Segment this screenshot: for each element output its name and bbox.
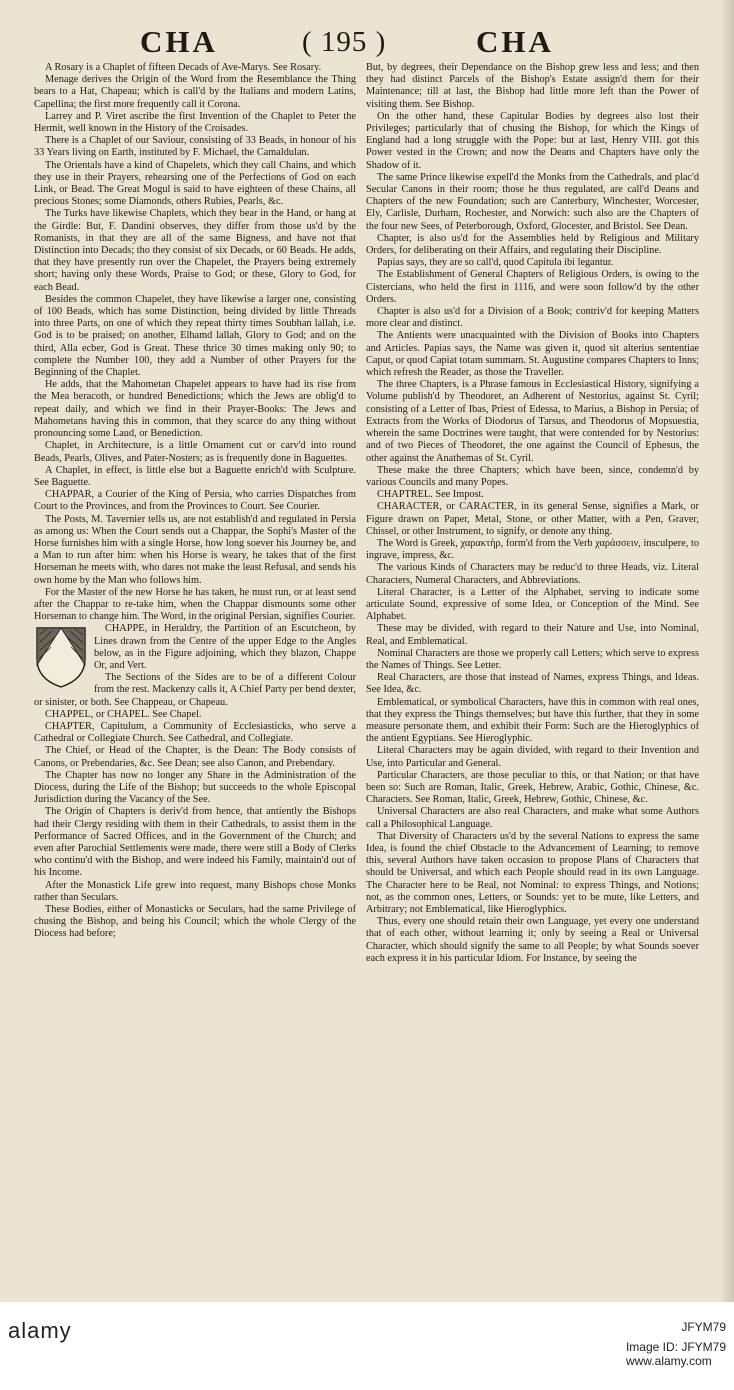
paragraph: Universal Characters are also real Characters, and make what some Authors call a Philosophical Language. bbox=[366, 806, 699, 830]
image-id: JFYM79 bbox=[681, 1320, 726, 1334]
paragraph: The Chapter has now no longer any Share in the Administration of the Diocess, during the Life of the Bishop; but succeeds to the whole Episcopal Jurisdiction during the Vacancy of the See. bbox=[34, 769, 356, 806]
paragraph: The Origin of Chapters is deriv'd from hence, that antiently the Bishops had their Clergy residing with them in their Cathedrals, to assist them in the Performance of Sacred Offices, and in the Government of the Church; and even after Parochial Settlements were made, there were still a Body of Clerks who continu'd with the Bishop, and were indeed his Family, maintain'd out of his Income. bbox=[34, 806, 356, 879]
paragraph: That Diversity of Characters us'd by the several Nations to express the same Idea, is found the chief Obstacle to the Advancement of Learning; to remove this, several Authors have taken occasion to propose Plans of Characters that should be Universal, and which each People should read in its own Language. The Character here to be Real, not Nominal: to express Things, and Notions; not, as the common ones, Letters, or Sounds: yet to be mute, like Letters, and Arbitrary; not Emblematical, like Hieroglyphics. bbox=[366, 830, 699, 916]
paragraph: The Sections of the Sides are to be of a different Colour from the rest. Mackenzy calls it, A Chief Party per bend dexter, or sinister, or both. See Chappeau, or Chapeau. bbox=[34, 672, 356, 708]
paragraph: The same Prince likewise expell'd the Monks from the Cathedrals, and plac'd Secular Canons in their room; those he thus regulated, are call'd Deans and Chapters of the new Foundation; such are Canterbury, Winchester, Worcester, Ely, Carlisle, Durham, Rochester, and Norwich: such also are the Chapters of the four new Sees, of Peterborough, Oxford, Glocester, and Bristol. See Dean. bbox=[366, 171, 699, 232]
page-number: ( 195 ) bbox=[302, 26, 387, 58]
paragraph: The various Kinds of Characters may be reduc'd to three Heads, viz. Literal Characters, Numeral Characters, and Abbreviations. bbox=[366, 562, 699, 586]
paragraph: Besides the common Chapelet, they have likewise a larger one, consisting of 100 Beads, which has some Distinction, being divided by little Threads into three Parts, on one of which they repeat thirty times Soubhan lallah, i.e. God is to be praised; on another, Elhamd lallah, Glory to God; and on the third, Alla ecber, God is Great. These thrice 30 times making only 90; to complete the Number 100, they add a Number of other Prayers for the Beginning of the Chaplet. bbox=[34, 293, 356, 379]
paragraph: For the Master of the new Horse he has taken, he must run, or at least send after the Chappar to re-take him, when the Chappar dismounts some other Horseman to change him. The Word, in the original Persian, signifies Courier. bbox=[34, 586, 356, 623]
paragraph: Real Characters, are those that instead of Names, express Things, and Ideas. See Idea, &c. bbox=[366, 672, 699, 696]
paragraph: CHAPPEL, or CHAPEL. See Chapel. bbox=[45, 708, 202, 720]
paragraph: Chaplet, in Architecture, is a little Ornament cut or carv'd into round Beads, Pearls, Olives, and Pater-Nosters; as is frequently done in Baguettes. bbox=[34, 440, 356, 464]
watermark-strip bbox=[0, 1302, 734, 1390]
paragraph: Chapter is also us'd for a Division of a Book; contriv'd for keeping Matters more clear and distinct. bbox=[366, 306, 699, 330]
paragraph: The three Chapters, is a Phrase famous in Ecclesiastical History, signifying a Volume publish'd by Theodoret, an Adherent of Nestorius, against St. Cyril; consisting of a Letter of Ibas, Priest of Edessa, to Marius, a Bishop in Persia; of Extracts from the Works of Diodorus of Tarsus, and Theodorus of Mopsuestia, wherein the same Doctrines were taught, that were contended for by Nestorius: and of two Pieces of Theodoret, the one against the Council of Ephesus, the other against the Anathemas of St. Cyril. bbox=[366, 379, 699, 464]
page-edge-shadow bbox=[720, 0, 734, 1302]
paragraph: The Antients were unacquainted with the Division of Books into Chapters and Articles. Papias says, the Name was given it, quod sit alterius sententiae Caput, or quod Capiat totam summam. St. Augustine compares Chapters to Inns; which refresh the Reader, as those the Traveller. bbox=[366, 330, 699, 379]
paragraph: The Establishment of General Chapters of Religious Orders, is owing to the Cistercians, who held the first in 1116, and were soon follow'd by the other Orders. bbox=[366, 269, 699, 305]
paragraph: Menage derives the Origin of the Word from the Resemblance the Thing bears to a Hat, Chapeau; which is call'd by the Italians and modern Latins, Capellina; the first more frequently call it Corona. bbox=[34, 74, 356, 110]
paragraph: After the Monastick Life grew into request, many Bishops chose Monks rather than Seculars. bbox=[34, 879, 356, 903]
paragraph: Papias says, they are so call'd, quod Capitula ibi legantur. bbox=[377, 257, 614, 269]
paragraph: CHAPTER, Capitulum, a Community of Ecclesiasticks, who serve a Cathedral or Collegiate Church. See Cathedral, and Collegiate. bbox=[34, 720, 356, 745]
paragraph: Thus, every one should retain their own Language, yet every one understand that of each other, without learning it; only by seeing a Real or Universal Character, which should signify the same to all People; by what Sounds soever each express it in his particular Idiom. For Instance, by seeing the bbox=[366, 916, 699, 964]
paragraph: CHAPPE, in Heraldry, the Partition of an Escutcheon, by Lines drawn from the Centre of the upper Edge to the Angles below, as in the Figure adjoining, which they blazon, Chappe Or, and Vert. bbox=[94, 623, 356, 671]
paragraph: CHARACTER, or CARACTER, in its general Sense, signifies a Mark, or Figure drawn on Paper, Metal, Stone, or other Matter, with a Pen, Graver, Chissel, or other Instrument, to signify, or denote any thing. bbox=[366, 501, 699, 537]
paragraph: Chapter, is also us'd for the Assemblies held by Religious and Military Orders, for deliberating on their Affairs, and regulating their Discipline. bbox=[366, 232, 699, 257]
paragraph: Literal Character, is a Letter of the Alphabet, serving to indicate some articulate Sound, expressive of some Idea, or Conception of the Mind. See Alphabet. bbox=[366, 586, 699, 623]
paragraph: The Chief, or Head of the Chapter, is the Dean: The Body consists of Canons, or Prebendaries, &c. See Dean; see also Canon, and Prebendary. bbox=[34, 745, 356, 769]
paragraph: There is a Chaplet of our Saviour, consisting of 33 Beads, in honour of his 33 Years living on Earth, instituted by F. Michael, the Camaldulan. bbox=[34, 135, 356, 159]
right-column bbox=[366, 62, 699, 965]
paragraph: These Bodies, either of Monasticks or Seculars, had the same Privilege of chusing the Bishop, and being his Council; which the whole Clergy of the Diocess had before; bbox=[34, 904, 356, 940]
paragraph: CHAPPAR, a Courier of the King of Persia, who carries Dispatches from Court to the Provinces, and from the Provinces to Court. See Courier. bbox=[34, 489, 356, 513]
header-right-word: CHA bbox=[476, 24, 554, 59]
paragraph: A Chaplet, in effect, is little else but a Baguette enrich'd with Sculpture. See Baguette. bbox=[34, 464, 356, 488]
paragraph: The Turks have likewise Chaplets, which they bear in the Hand, or hang at the Girdle: But, F. Dandini observes, they differ from those us'd by the Romanists, in that they are all of the same Bigness, and have not that Distinction into Decads; tho they consist of six Decads, or 60 Beads. He adds, that they have presently run over the Chapelet, the Prayers being extremely short; having only these Words, Praise to God; or these, Glory to God, for each Bead. bbox=[34, 208, 356, 293]
left-column bbox=[34, 62, 356, 941]
paragraph: Nominal Characters are those we properly call Letters; which serve to express the Names of Things. See Letter. bbox=[366, 647, 699, 671]
paragraph: A Rosary is a Chaplet of fifteen Decads of Ave-Marys. See Rosary. bbox=[45, 62, 322, 73]
paragraph: Particular Characters, are those peculiar to this, or that Nation; or that have been so: Such are Roman, Italic, Greek, Hebrew, Arabic, Gothic, Chinese, &c. Characters. See Roman, Italic, Greek, Hebrew, Gothic, Chinese, &c. bbox=[366, 769, 699, 806]
heraldry-block bbox=[34, 623, 356, 708]
paragraph: The Orientals have a kind of Chapelets, which they call Chains, and which they use in their Prayers, rehearsing one of the Perfections of God on each Link, or Bead. The Great Mogul is said to have eighteen of these Chains, all precious Stones; some Diamonds, others Rubies, Pearls, &c. bbox=[34, 159, 356, 208]
paragraph: These may be divided, with regard to their Nature and Use, into Nominal, Real, and Emblematical. bbox=[366, 623, 699, 647]
paragraph: These make the three Chapters; which have been, since, condemn'd by various Councils and many Popes. bbox=[366, 464, 699, 488]
paragraph: Emblematical, or symbolical Characters, have this in common with real ones, that they express the Things themselves; but have this further, that they in some measure personate them, and exhibit their Form: Such are the Hieroglyphics of the antient Egyptians. See Hieroglyphic. bbox=[366, 696, 699, 745]
paragraph: But, by degrees, their Dependance on the Bishop grew less and less; and then they had distinct Parcels of the Bishop's Estate assign'd them for their Maintenance; till at last, the Bishop had little more left than the Power of visiting them. See Bishop. bbox=[366, 62, 699, 110]
escutcheon-chappe-icon bbox=[34, 625, 88, 689]
paragraph: On the other hand, these Capitular Bodies by degrees also lost their Privileges; particularly that of chusing the Bishop, for which the Kings of England had a long struggle with the Pope: but at last, Henry VIII. got this Power vested in the Crown; and now the Deans and Chapters have only the Shadow of it. bbox=[366, 110, 699, 171]
running-header bbox=[0, 22, 734, 62]
stock-logo: alamy bbox=[8, 1318, 72, 1343]
image-id-caption: Image ID: JFYM79 www.alamy.com bbox=[625, 1340, 726, 1368]
paragraph: Larrey and P. Viret ascribe the first Invention of the Chaplet to Peter the Hermit, well known in the History of the Croisades. bbox=[34, 110, 356, 135]
paragraph: Literal Characters may be again divided, with regard to their Invention and Use, into Particular and General. bbox=[366, 745, 699, 769]
paragraph: The Word is Greek, χαρακτὴρ, form'd from the Verb χαράσσειν, insculpere, to ingrave, impress, &c. bbox=[366, 537, 699, 562]
header-left-word: CHA bbox=[140, 24, 218, 59]
paragraph: CHAPTREL. See Impost. bbox=[377, 489, 484, 501]
paragraph: He adds, that the Mahometan Chapelet appears to have had its rise from the Mea beracoth, or hundred Benedictions; which the Jews are oblig'd to repeat daily, and which we find in their Prayer-Books: The Jews and Mahometans having this in common, that they scarce do any thing without pronouncing some Laud, or Benediction. bbox=[34, 379, 356, 440]
paragraph: The Posts, M. Tavernier tells us, are not establish'd and regulated in Persia as among us: When the Court sends out a Chappar, the Sophi's Master of the Horse furnishes him with a single Horse, how long soever his Journey be, and a Man to run after him: when his Horse is weary, he takes that of the first Horseman he meets with, who dares not make the least Refusal, and sends his own home by the Man who follows him. bbox=[34, 513, 356, 586]
